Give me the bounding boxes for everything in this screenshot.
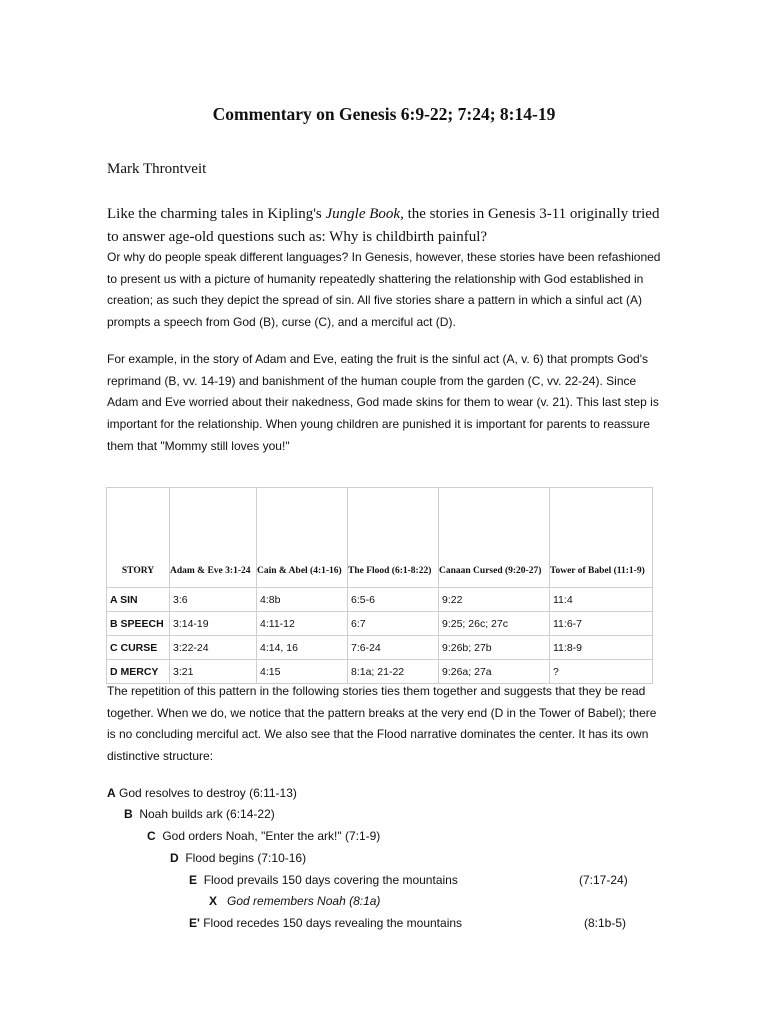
story-pattern-table: [106, 487, 653, 684]
outline-item-e: [189, 873, 458, 887]
table-header-cell: Tower of Babel (11:1-9): [550, 488, 653, 588]
table-cell: 11:8-9: [550, 636, 653, 660]
table-cell: 7:6-24: [348, 636, 439, 660]
table-header-cell: Canaan Cursed (9:20-27): [439, 488, 550, 588]
table-header-cell: STORY: [107, 488, 170, 588]
intro-text-start: Like the charming tales in Kipling's: [107, 206, 326, 222]
author-name: Mark Throntveit: [107, 161, 207, 177]
outline-item-c: [147, 829, 380, 843]
row-label: D MERCY: [107, 660, 170, 684]
paragraph-1: Or why do people speak different languages? In Genesis, however, these stories have been refashioned to present us with a picture of humanity repeatedly shattering the relationship with God established in creation; as such they depict the spread of sin. All five stories share a pattern in which a sinful act (A) prompts a speech from God (B), curse (C), and a merciful act (D).: [107, 250, 661, 330]
table-header-cell: Adam & Eve 3:1-24: [170, 488, 257, 588]
outline-ref-e: (7:17-24): [579, 873, 628, 887]
table-cell: 6:5-6: [348, 588, 439, 612]
table-cell: 9:22: [439, 588, 550, 612]
outline-letter: E': [189, 916, 200, 930]
document-title: Commentary on Genesis 6:9-22; 7:24; 8:14-19: [212, 104, 556, 124]
table-row: [107, 612, 653, 636]
paragraph-2: For example, in the story of Adam and Eve, eating the fruit is the sinful act (A, v. 6) that prompts God's reprimand (B, vv. 14-19) and banishment of the human couple from the garden (C, vv. 22-24). Since Adam and Eve worried about their nakedness, God made skins for them to wear (v. 21). This last step is important for the relationship. When young children are punished it is important for parents to reassure them that "Mommy still loves you!": [107, 352, 659, 453]
row-label: B SPEECH: [107, 612, 170, 636]
outline-item-x: [209, 894, 380, 908]
outline-text: Noah builds ark (6:14-22): [139, 807, 275, 821]
outline-letter: B: [124, 807, 133, 821]
outline-item-b: [124, 807, 275, 821]
row-label: A SIN: [107, 588, 170, 612]
outline-text: Flood begins (7:10-16): [185, 851, 307, 865]
table-cell: 4:15: [257, 660, 348, 684]
table-cell: 3:14-19: [170, 612, 257, 636]
table-cell: 3:22-24: [170, 636, 257, 660]
outline-letter: C: [147, 829, 156, 843]
paragraph-3: The repetition of this pattern in the following stories ties them together and suggests that they be read together. When we do, we notice that the pattern breaks at the very end (D in the Tower of Babel); there is no concluding merciful act. We also see that the Flood narrative dominates the center. It has its own distinctive structure:: [107, 684, 657, 764]
row-label: C CURSE: [107, 636, 170, 660]
outline-text: God orders Noah, "Enter the ark!" (7:1-9): [162, 829, 381, 843]
table-cell: 9:26a; 27a: [439, 660, 550, 684]
outline-letter: D: [170, 851, 179, 865]
outline-text: God resolves to destroy (6:11-13): [119, 786, 297, 800]
table-row: [107, 588, 653, 612]
outline-text: Flood recedes 150 days revealing the mountains: [203, 916, 463, 930]
outline-letter: A: [107, 786, 116, 800]
outline-text: God remembers Noah (8:1a): [227, 894, 381, 908]
table-header-row: [107, 488, 653, 588]
table-cell: 8:1a; 21-22: [348, 660, 439, 684]
table-row: [107, 660, 653, 684]
intro-text-end: , the stories in Genesis 3-11 originally tried to answer age-old questions such as: Why is childbirth painful?: [107, 206, 660, 245]
outline-text: Flood prevails 150 days covering the mountains: [203, 873, 458, 887]
outline-item-a: [107, 786, 297, 800]
table-cell: 9:26b; 27b: [439, 636, 550, 660]
outline-letter: X: [209, 894, 218, 908]
table-row: [107, 636, 653, 660]
table-cell: 4:14, 16: [257, 636, 348, 660]
table-cell: 9:25; 26c; 27c: [439, 612, 550, 636]
outline-item-e-prime: [189, 916, 462, 930]
table-header-cell: Cain & Abel (4:1-16): [257, 488, 348, 588]
book-title-italic: Jungle Book: [325, 206, 401, 222]
outline-ref-e-prime: (8:1b-5): [584, 916, 627, 930]
table-cell: 4:8b: [257, 588, 348, 612]
table-cell: 3:21: [170, 660, 257, 684]
table-cell: 3:6: [170, 588, 257, 612]
table-cell: 11:6-7: [550, 612, 653, 636]
table-cell: ?: [550, 660, 653, 684]
intro-paragraph: [107, 203, 667, 249]
table-cell: 6:7: [348, 612, 439, 636]
outline-item-d: [170, 851, 306, 865]
table-header-cell: The Flood (6:1-8:22): [348, 488, 439, 588]
outline-letter: E: [189, 873, 198, 887]
table-cell: 4:11-12: [257, 612, 348, 636]
table-cell: 11:4: [550, 588, 653, 612]
